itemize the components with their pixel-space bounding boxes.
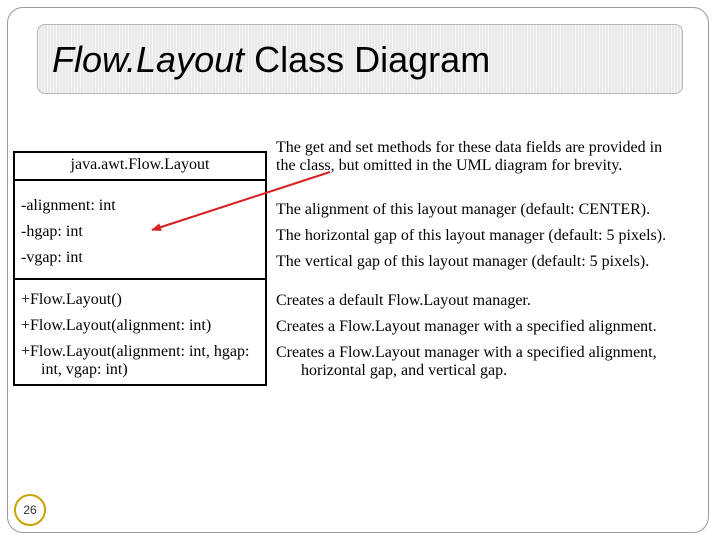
note-method-alignment-ctor: Creates a Flow.Layout manager with a specified alignment. — [276, 318, 657, 335]
note-header-line2: the class, but omitted in the UML diagram for brevity. — [276, 157, 623, 174]
uml-method-full-ctor-cont: int, vgap: int) — [41, 361, 128, 378]
slide-number: 26 — [23, 503, 37, 517]
pointer-arrow — [152, 172, 330, 230]
uml-field-hgap: -hgap: int — [21, 223, 83, 240]
uml-method-default-ctor: +Flow.Layout() — [21, 291, 122, 308]
uml-class-name: java.awt.Flow.Layout — [70, 156, 210, 173]
note-method-full-ctor: Creates a Flow.Layout manager with a specified alignment, — [276, 344, 657, 361]
uml-field-vgap: -vgap: int — [21, 249, 83, 266]
note-field-hgap: The horizontal gap of this layout manager (default: 5 pixels). — [276, 227, 667, 244]
uml-field-alignment: -alignment: int — [21, 197, 116, 214]
slide-title-rest: Class Diagram — [244, 39, 491, 80]
note-header-line1: The get and set methods for these data fields are provided in — [276, 139, 663, 156]
note-field-vgap: The vertical gap of this layout manager (default: 5 pixels). — [276, 253, 650, 270]
note-method-default-ctor: Creates a default Flow.Layout manager. — [276, 292, 531, 309]
slide-number-badge — [14, 494, 46, 526]
note-method-full-ctor-cont: horizontal gap, and vertical gap. — [301, 362, 508, 379]
note-field-alignment: The alignment of this layout manager (default: CENTER). — [276, 201, 651, 218]
uml-method-alignment-ctor: +Flow.Layout(alignment: int) — [21, 317, 212, 334]
slide-title-italic: Flow.Layout — [52, 39, 245, 80]
uml-method-full-ctor: +Flow.Layout(alignment: int, hgap: — [21, 343, 250, 360]
